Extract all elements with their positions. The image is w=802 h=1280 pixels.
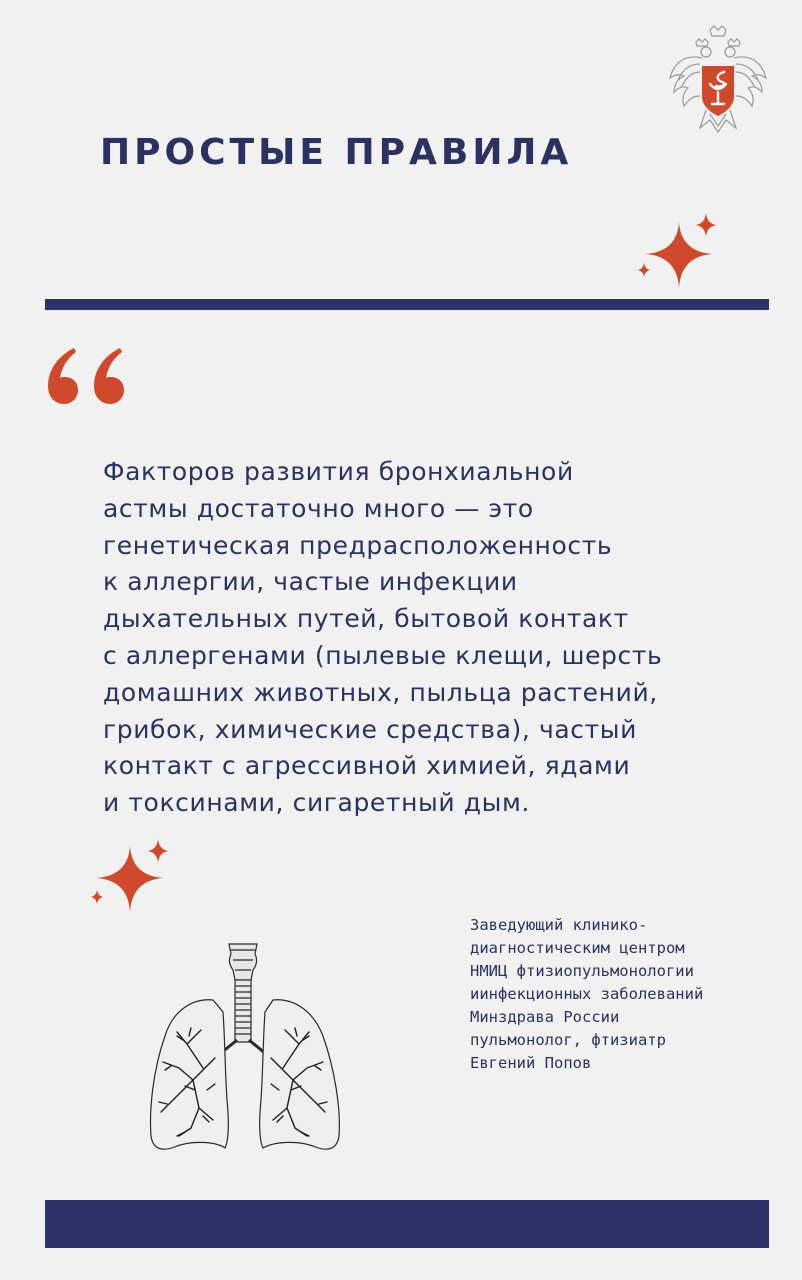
footer-band: [45, 1200, 769, 1248]
quote-line: Факторов развития бронхиальной: [103, 457, 574, 486]
author-line: иинфекционных заболеваний: [470, 985, 704, 1003]
page-title: ПРОСТЫЕ ПРАВИЛА: [100, 132, 573, 173]
author-line: пульмонолог, фтизиатр: [470, 1031, 666, 1049]
quote-line: к аллергии, частые инфекции: [103, 567, 518, 597]
quote-line: грибок, химические средства), частый: [103, 714, 637, 744]
quote-line: домашних животных, пыльца растений,: [103, 677, 658, 707]
quote-mark-icon: [46, 344, 128, 406]
quote-line: и токсинами, сигаретный дым.: [103, 788, 530, 818]
quote-line: с аллергенами (пылевые клещи, шерсть: [103, 640, 663, 670]
ministry-emblem-icon: [666, 24, 770, 136]
author-line: Минздрава России: [470, 1008, 620, 1026]
sparkle-icon: [633, 210, 723, 292]
quote-line: астмы достаточно много — это: [103, 493, 534, 523]
divider-top: [45, 299, 769, 310]
author-line: Заведующий клинико-: [470, 916, 648, 934]
quote-line: контакт с агрессивной химией, ядами: [103, 751, 631, 781]
author-caption: [470, 914, 770, 1075]
sparkle-icon: [88, 836, 178, 918]
quote-text: [103, 454, 743, 822]
quote-line: дыхательных путей, бытовой контакт: [103, 604, 629, 634]
quote-line: генетическая предрасположенность: [103, 530, 613, 560]
author-line: Евгений Попов: [470, 1054, 592, 1072]
author-line: НМИЦ фтизиопульмонологии: [470, 962, 694, 980]
lungs-illustration-icon: [143, 940, 349, 1176]
author-line: диагностическим центром: [470, 939, 685, 957]
